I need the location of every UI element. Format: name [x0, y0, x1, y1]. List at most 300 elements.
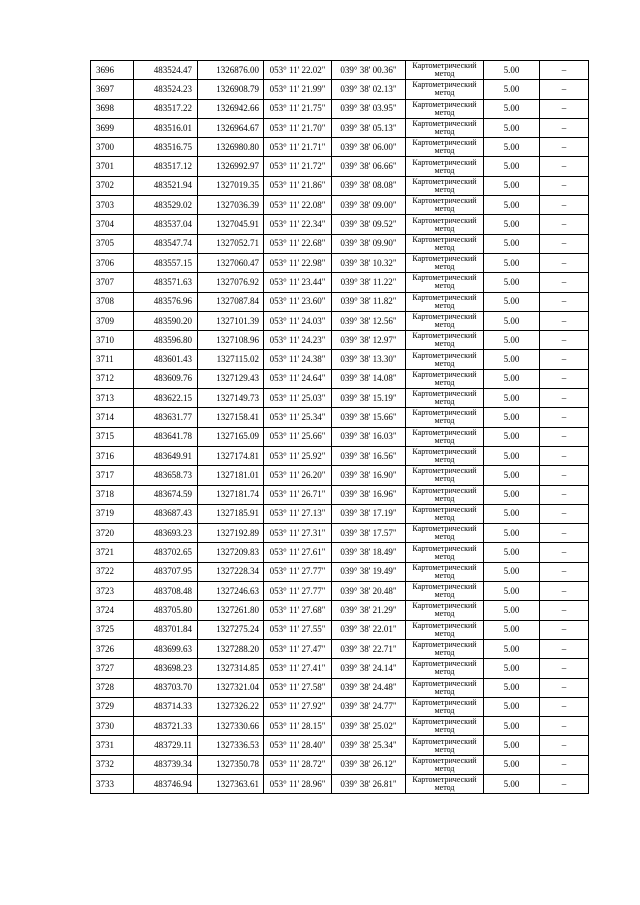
accuracy-cell: 5.00 — [484, 427, 540, 446]
latitude-cell: 053° 11' 23.60" — [264, 292, 332, 311]
table-row — [91, 99, 589, 118]
table-row — [91, 697, 589, 716]
latitude-cell: 053° 11' 27.31" — [264, 524, 332, 543]
description-cell: – — [540, 292, 589, 311]
method-cell: Картометрический метод — [406, 157, 484, 176]
description-cell: – — [540, 582, 589, 601]
description-cell: – — [540, 446, 589, 465]
method-cell: Картометрический метод — [406, 80, 484, 99]
table-row — [91, 504, 589, 523]
method-cell: Картометрический метод — [406, 562, 484, 581]
point-number-cell: 3700 — [91, 138, 134, 157]
method-cell: Картометрический метод — [406, 196, 484, 215]
x-coordinate-cell: 483699.63 — [134, 639, 198, 658]
table-row — [91, 350, 589, 369]
point-number-cell: 3721 — [91, 543, 134, 562]
description-cell: – — [540, 504, 589, 523]
x-coordinate-cell: 483693.23 — [134, 524, 198, 543]
latitude-cell: 053° 11' 27.13" — [264, 504, 332, 523]
latitude-cell: 053° 11' 28.96" — [264, 774, 332, 793]
method-cell: Картометрический метод — [406, 485, 484, 504]
description-cell: – — [540, 311, 589, 330]
table-row — [91, 253, 589, 272]
y-coordinate-cell: 1327261.80 — [198, 601, 264, 620]
table-row — [91, 717, 589, 736]
y-coordinate-cell: 1327101.39 — [198, 311, 264, 330]
longitude-cell: 039° 38' 17.57" — [332, 524, 406, 543]
y-coordinate-cell: 1327330.66 — [198, 717, 264, 736]
method-cell: Картометрический метод — [406, 678, 484, 697]
y-coordinate-cell: 1327165.09 — [198, 427, 264, 446]
method-cell: Картометрический метод — [406, 311, 484, 330]
x-coordinate-cell: 483729.11 — [134, 736, 198, 755]
y-coordinate-cell: 1327129.43 — [198, 369, 264, 388]
description-cell: – — [540, 350, 589, 369]
point-number-cell: 3696 — [91, 61, 134, 80]
latitude-cell: 053° 11' 27.68" — [264, 601, 332, 620]
x-coordinate-cell: 483521.94 — [134, 176, 198, 195]
longitude-cell: 039° 38' 24.48" — [332, 678, 406, 697]
table-row — [91, 678, 589, 697]
accuracy-cell: 5.00 — [484, 292, 540, 311]
latitude-cell: 053° 11' 22.98" — [264, 253, 332, 272]
method-cell: Картометрический метод — [406, 99, 484, 118]
point-number-cell: 3724 — [91, 601, 134, 620]
document-page — [90, 60, 589, 794]
accuracy-cell: 5.00 — [484, 466, 540, 485]
method-cell: Картометрический метод — [406, 292, 484, 311]
y-coordinate-cell: 1326964.67 — [198, 118, 264, 137]
table-row — [91, 138, 589, 157]
y-coordinate-cell: 1327275.24 — [198, 620, 264, 639]
x-coordinate-cell: 483524.47 — [134, 61, 198, 80]
table-row — [91, 292, 589, 311]
longitude-cell: 039° 38' 12.56" — [332, 311, 406, 330]
x-coordinate-cell: 483658.73 — [134, 466, 198, 485]
point-number-cell: 3728 — [91, 678, 134, 697]
accuracy-cell: 5.00 — [484, 736, 540, 755]
latitude-cell: 053° 11' 22.02" — [264, 61, 332, 80]
accuracy-cell: 5.00 — [484, 446, 540, 465]
table-row — [91, 176, 589, 195]
longitude-cell: 039° 38' 16.96" — [332, 485, 406, 504]
longitude-cell: 039° 38' 06.00" — [332, 138, 406, 157]
y-coordinate-cell: 1326980.80 — [198, 138, 264, 157]
accuracy-cell: 5.00 — [484, 331, 540, 350]
description-cell: – — [540, 253, 589, 272]
table-row — [91, 543, 589, 562]
longitude-cell: 039° 38' 22.01" — [332, 620, 406, 639]
point-number-cell: 3729 — [91, 697, 134, 716]
longitude-cell: 039° 38' 20.48" — [332, 582, 406, 601]
accuracy-cell: 5.00 — [484, 99, 540, 118]
latitude-cell: 053° 11' 24.23" — [264, 331, 332, 350]
description-cell: – — [540, 427, 589, 446]
y-coordinate-cell: 1327060.47 — [198, 253, 264, 272]
description-cell: – — [540, 620, 589, 639]
accuracy-cell: 5.00 — [484, 485, 540, 504]
y-coordinate-cell: 1327326.22 — [198, 697, 264, 716]
method-cell: Картометрический метод — [406, 350, 484, 369]
y-coordinate-cell: 1326908.79 — [198, 80, 264, 99]
point-number-cell: 3702 — [91, 176, 134, 195]
point-number-cell: 3712 — [91, 369, 134, 388]
latitude-cell: 053° 11' 27.58" — [264, 678, 332, 697]
method-cell: Картометрический метод — [406, 234, 484, 253]
point-number-cell: 3715 — [91, 427, 134, 446]
y-coordinate-cell: 1327228.34 — [198, 562, 264, 581]
accuracy-cell: 5.00 — [484, 659, 540, 678]
description-cell: – — [540, 331, 589, 350]
x-coordinate-cell: 483641.78 — [134, 427, 198, 446]
point-number-cell: 3697 — [91, 80, 134, 99]
point-number-cell: 3706 — [91, 253, 134, 272]
latitude-cell: 053° 11' 21.71" — [264, 138, 332, 157]
longitude-cell: 039° 38' 25.02" — [332, 717, 406, 736]
table-row — [91, 234, 589, 253]
method-cell: Картометрический метод — [406, 331, 484, 350]
method-cell: Картометрический метод — [406, 427, 484, 446]
longitude-cell: 039° 38' 11.22" — [332, 273, 406, 292]
x-coordinate-cell: 483746.94 — [134, 774, 198, 793]
table-row — [91, 485, 589, 504]
y-coordinate-cell: 1327321.04 — [198, 678, 264, 697]
x-coordinate-cell: 483571.63 — [134, 273, 198, 292]
y-coordinate-cell: 1327087.84 — [198, 292, 264, 311]
longitude-cell: 039° 38' 03.95" — [332, 99, 406, 118]
point-number-cell: 3713 — [91, 389, 134, 408]
longitude-cell: 039° 38' 09.00" — [332, 196, 406, 215]
description-cell: – — [540, 678, 589, 697]
y-coordinate-cell: 1326992.97 — [198, 157, 264, 176]
point-number-cell: 3703 — [91, 196, 134, 215]
accuracy-cell: 5.00 — [484, 774, 540, 793]
method-cell: Картометрический метод — [406, 215, 484, 234]
point-number-cell: 3711 — [91, 350, 134, 369]
longitude-cell: 039° 38' 16.90" — [332, 466, 406, 485]
longitude-cell: 039° 38' 26.81" — [332, 774, 406, 793]
point-number-cell: 3726 — [91, 639, 134, 658]
point-number-cell: 3707 — [91, 273, 134, 292]
y-coordinate-cell: 1327174.81 — [198, 446, 264, 465]
x-coordinate-cell: 483739.34 — [134, 755, 198, 774]
table-row — [91, 620, 589, 639]
longitude-cell: 039° 38' 14.08" — [332, 369, 406, 388]
longitude-cell: 039° 38' 08.08" — [332, 176, 406, 195]
method-cell: Картометрический метод — [406, 273, 484, 292]
description-cell: – — [540, 755, 589, 774]
description-cell: – — [540, 408, 589, 427]
x-coordinate-cell: 483537.04 — [134, 215, 198, 234]
method-cell: Картометрический метод — [406, 736, 484, 755]
method-cell: Картометрический метод — [406, 61, 484, 80]
y-coordinate-cell: 1327052.71 — [198, 234, 264, 253]
description-cell: – — [540, 369, 589, 388]
latitude-cell: 053° 11' 24.38" — [264, 350, 332, 369]
accuracy-cell: 5.00 — [484, 311, 540, 330]
accuracy-cell: 5.00 — [484, 157, 540, 176]
latitude-cell: 053° 11' 22.68" — [264, 234, 332, 253]
accuracy-cell: 5.00 — [484, 755, 540, 774]
description-cell: – — [540, 118, 589, 137]
longitude-cell: 039° 38' 16.03" — [332, 427, 406, 446]
accuracy-cell: 5.00 — [484, 215, 540, 234]
accuracy-cell: 5.00 — [484, 389, 540, 408]
latitude-cell: 053° 11' 21.72" — [264, 157, 332, 176]
method-cell: Картометрический метод — [406, 389, 484, 408]
accuracy-cell: 5.00 — [484, 601, 540, 620]
longitude-cell: 039° 38' 15.19" — [332, 389, 406, 408]
point-number-cell: 3722 — [91, 562, 134, 581]
method-cell: Картометрический метод — [406, 369, 484, 388]
description-cell: – — [540, 524, 589, 543]
description-cell: – — [540, 176, 589, 195]
longitude-cell: 039° 38' 02.13" — [332, 80, 406, 99]
table-row — [91, 774, 589, 793]
accuracy-cell: 5.00 — [484, 620, 540, 639]
method-cell: Картометрический метод — [406, 524, 484, 543]
latitude-cell: 053° 11' 27.61" — [264, 543, 332, 562]
latitude-cell: 053° 11' 25.66" — [264, 427, 332, 446]
table-row — [91, 639, 589, 658]
method-cell: Картометрический метод — [406, 717, 484, 736]
longitude-cell: 039° 38' 22.71" — [332, 639, 406, 658]
point-number-cell: 3705 — [91, 234, 134, 253]
x-coordinate-cell: 483596.80 — [134, 331, 198, 350]
method-cell: Картометрический метод — [406, 774, 484, 793]
accuracy-cell: 5.00 — [484, 582, 540, 601]
method-cell: Картометрический метод — [406, 118, 484, 137]
method-cell: Картометрический метод — [406, 601, 484, 620]
y-coordinate-cell: 1327209.83 — [198, 543, 264, 562]
latitude-cell: 053° 11' 21.75" — [264, 99, 332, 118]
longitude-cell: 039° 38' 24.77" — [332, 697, 406, 716]
longitude-cell: 039° 38' 21.29" — [332, 601, 406, 620]
method-cell: Картометрический метод — [406, 755, 484, 774]
table-row — [91, 273, 589, 292]
x-coordinate-cell: 483701.84 — [134, 620, 198, 639]
table-row — [91, 369, 589, 388]
x-coordinate-cell: 483601.43 — [134, 350, 198, 369]
x-coordinate-cell: 483516.01 — [134, 118, 198, 137]
description-cell: – — [540, 543, 589, 562]
table-row — [91, 408, 589, 427]
x-coordinate-cell: 483649.91 — [134, 446, 198, 465]
longitude-cell: 039° 38' 10.32" — [332, 253, 406, 272]
latitude-cell: 053° 11' 26.71" — [264, 485, 332, 504]
latitude-cell: 053° 11' 21.86" — [264, 176, 332, 195]
point-number-cell: 3710 — [91, 331, 134, 350]
latitude-cell: 053° 11' 22.08" — [264, 196, 332, 215]
description-cell: – — [540, 80, 589, 99]
table-row — [91, 118, 589, 137]
accuracy-cell: 5.00 — [484, 350, 540, 369]
description-cell: – — [540, 562, 589, 581]
table-row — [91, 582, 589, 601]
x-coordinate-cell: 483517.22 — [134, 99, 198, 118]
latitude-cell: 053° 11' 22.34" — [264, 215, 332, 234]
table-row — [91, 311, 589, 330]
y-coordinate-cell: 1327149.73 — [198, 389, 264, 408]
latitude-cell: 053° 11' 25.03" — [264, 389, 332, 408]
x-coordinate-cell: 483705.80 — [134, 601, 198, 620]
accuracy-cell: 5.00 — [484, 369, 540, 388]
point-number-cell: 3718 — [91, 485, 134, 504]
description-cell: – — [540, 157, 589, 176]
x-coordinate-cell: 483714.33 — [134, 697, 198, 716]
longitude-cell: 039° 38' 00.36" — [332, 61, 406, 80]
point-number-cell: 3698 — [91, 99, 134, 118]
point-number-cell: 3731 — [91, 736, 134, 755]
description-cell: – — [540, 99, 589, 118]
method-cell: Картометрический метод — [406, 697, 484, 716]
latitude-cell: 053° 11' 21.70" — [264, 118, 332, 137]
accuracy-cell: 5.00 — [484, 273, 540, 292]
table-row — [91, 659, 589, 678]
y-coordinate-cell: 1327019.35 — [198, 176, 264, 195]
table-row — [91, 446, 589, 465]
table-row — [91, 61, 589, 80]
table-row — [91, 466, 589, 485]
y-coordinate-cell: 1327181.74 — [198, 485, 264, 504]
y-coordinate-cell: 1327246.63 — [198, 582, 264, 601]
x-coordinate-cell: 483631.77 — [134, 408, 198, 427]
description-cell: – — [540, 736, 589, 755]
point-number-cell: 3732 — [91, 755, 134, 774]
table-row — [91, 196, 589, 215]
latitude-cell: 053° 11' 24.64" — [264, 369, 332, 388]
longitude-cell: 039° 38' 11.82" — [332, 292, 406, 311]
latitude-cell: 053° 11' 28.72" — [264, 755, 332, 774]
accuracy-cell: 5.00 — [484, 697, 540, 716]
description-cell: – — [540, 61, 589, 80]
point-number-cell: 3716 — [91, 446, 134, 465]
method-cell: Картометрический метод — [406, 659, 484, 678]
method-cell: Картометрический метод — [406, 253, 484, 272]
method-cell: Картометрический метод — [406, 176, 484, 195]
point-number-cell: 3714 — [91, 408, 134, 427]
table-row — [91, 562, 589, 581]
point-number-cell: 3730 — [91, 717, 134, 736]
latitude-cell: 053° 11' 25.34" — [264, 408, 332, 427]
point-number-cell: 3699 — [91, 118, 134, 137]
method-cell: Картометрический метод — [406, 138, 484, 157]
latitude-cell: 053° 11' 24.03" — [264, 311, 332, 330]
latitude-cell: 053° 11' 27.77" — [264, 582, 332, 601]
latitude-cell: 053° 11' 27.55" — [264, 620, 332, 639]
longitude-cell: 039° 38' 13.30" — [332, 350, 406, 369]
x-coordinate-cell: 483622.15 — [134, 389, 198, 408]
x-coordinate-cell: 483674.59 — [134, 485, 198, 504]
description-cell: – — [540, 234, 589, 253]
y-coordinate-cell: 1327076.92 — [198, 273, 264, 292]
latitude-cell: 053° 11' 26.20" — [264, 466, 332, 485]
y-coordinate-cell: 1327350.78 — [198, 755, 264, 774]
point-number-cell: 3708 — [91, 292, 134, 311]
longitude-cell: 039° 38' 26.12" — [332, 755, 406, 774]
x-coordinate-cell: 483547.74 — [134, 234, 198, 253]
description-cell: – — [540, 601, 589, 620]
table-row — [91, 755, 589, 774]
point-number-cell: 3704 — [91, 215, 134, 234]
accuracy-cell: 5.00 — [484, 61, 540, 80]
latitude-cell: 053° 11' 28.40" — [264, 736, 332, 755]
x-coordinate-cell: 483516.75 — [134, 138, 198, 157]
y-coordinate-cell: 1327288.20 — [198, 639, 264, 658]
latitude-cell: 053° 11' 27.41" — [264, 659, 332, 678]
y-coordinate-cell: 1327115.02 — [198, 350, 264, 369]
longitude-cell: 039° 38' 12.97" — [332, 331, 406, 350]
point-number-cell: 3701 — [91, 157, 134, 176]
x-coordinate-cell: 483590.20 — [134, 311, 198, 330]
coordinates-table-body — [91, 61, 589, 794]
accuracy-cell: 5.00 — [484, 408, 540, 427]
longitude-cell: 039° 38' 24.14" — [332, 659, 406, 678]
longitude-cell: 039° 38' 18.49" — [332, 543, 406, 562]
point-number-cell: 3733 — [91, 774, 134, 793]
accuracy-cell: 5.00 — [484, 717, 540, 736]
x-coordinate-cell: 483517.12 — [134, 157, 198, 176]
method-cell: Картометрический метод — [406, 466, 484, 485]
x-coordinate-cell: 483702.65 — [134, 543, 198, 562]
longitude-cell: 039° 38' 06.66" — [332, 157, 406, 176]
table-row — [91, 157, 589, 176]
description-cell: – — [540, 774, 589, 793]
x-coordinate-cell: 483529.02 — [134, 196, 198, 215]
longitude-cell: 039° 38' 15.66" — [332, 408, 406, 427]
accuracy-cell: 5.00 — [484, 543, 540, 562]
latitude-cell: 053° 11' 25.92" — [264, 446, 332, 465]
point-number-cell: 3727 — [91, 659, 134, 678]
y-coordinate-cell: 1327185.91 — [198, 504, 264, 523]
accuracy-cell: 5.00 — [484, 196, 540, 215]
longitude-cell: 039° 38' 09.90" — [332, 234, 406, 253]
description-cell: – — [540, 485, 589, 504]
description-cell: – — [540, 138, 589, 157]
accuracy-cell: 5.00 — [484, 504, 540, 523]
x-coordinate-cell: 483698.23 — [134, 659, 198, 678]
y-coordinate-cell: 1326876.00 — [198, 61, 264, 80]
point-number-cell: 3717 — [91, 466, 134, 485]
description-cell: – — [540, 697, 589, 716]
point-number-cell: 3709 — [91, 311, 134, 330]
description-cell: – — [540, 466, 589, 485]
y-coordinate-cell: 1327036.39 — [198, 196, 264, 215]
point-number-cell: 3719 — [91, 504, 134, 523]
accuracy-cell: 5.00 — [484, 562, 540, 581]
method-cell: Картометрический метод — [406, 543, 484, 562]
longitude-cell: 039° 38' 05.13" — [332, 118, 406, 137]
table-row — [91, 215, 589, 234]
method-cell: Картометрический метод — [406, 582, 484, 601]
y-coordinate-cell: 1327158.41 — [198, 408, 264, 427]
method-cell: Картометрический метод — [406, 446, 484, 465]
description-cell: – — [540, 639, 589, 658]
description-cell: – — [540, 389, 589, 408]
accuracy-cell: 5.00 — [484, 524, 540, 543]
accuracy-cell: 5.00 — [484, 234, 540, 253]
table-row — [91, 736, 589, 755]
accuracy-cell: 5.00 — [484, 80, 540, 99]
accuracy-cell: 5.00 — [484, 253, 540, 272]
x-coordinate-cell: 483524.23 — [134, 80, 198, 99]
description-cell: – — [540, 273, 589, 292]
longitude-cell: 039° 38' 17.19" — [332, 504, 406, 523]
method-cell: Картометрический метод — [406, 504, 484, 523]
table-row — [91, 427, 589, 446]
accuracy-cell: 5.00 — [484, 678, 540, 697]
table-row — [91, 601, 589, 620]
